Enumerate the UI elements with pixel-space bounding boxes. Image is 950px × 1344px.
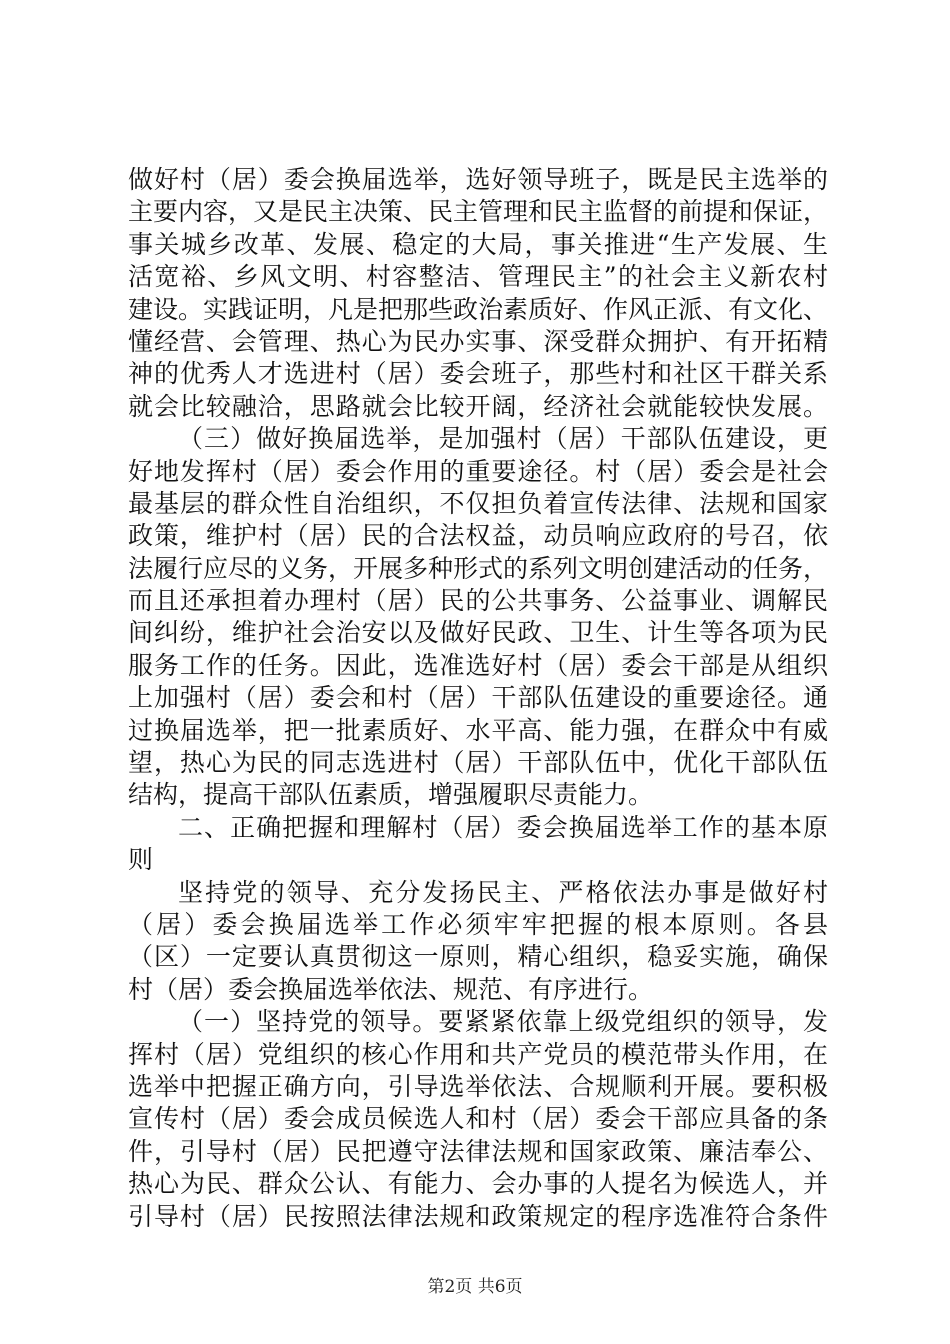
- text-line: 热心为民、群众公认、有能力、会办事的人提名为候选人，并: [128, 1169, 828, 1199]
- text-line: 神的优秀人才选进村（居）委会班子，那些村和社区干群关系: [128, 359, 828, 389]
- page-number-footer: 第2页 共6页: [427, 1277, 523, 1297]
- text-line: 望，热心为民的同志选进村（居）干部队伍中，优化干部队伍: [128, 748, 828, 778]
- text-line: 引导村（居）民按照法律法规和政策规定的程序选准符合条件: [128, 1201, 828, 1231]
- text-line: 选举中把握正确方向，引导选举依法、合规顺利开展。要积极: [128, 1071, 828, 1101]
- section-heading: 二、正确把握和理解村（居）委会换届选举工作的基本原: [178, 812, 828, 842]
- text-line: 懂经营、会管理、热心为民办实事、深受群众拥护、有开拓精: [128, 326, 828, 356]
- text-line: 村（居）委会换届选举依法、规范、有序进行。: [128, 974, 654, 1004]
- text-line: 过换届选举，把一批素质好、水平高、能力强，在群众中有威: [128, 715, 828, 745]
- text-line: （居）委会换届选举工作必须牢牢把握的根本原则。各县: [128, 909, 828, 939]
- text-line: 结构，提高干部队伍素质，增强履职尽责能力。: [128, 780, 654, 810]
- text-line: 而且还承担着办理村（居）民的公共事务、公益事业、调解民: [128, 586, 828, 616]
- text-line: 做好村（居）委会换届选举，选好领导班子，既是民主选举的: [128, 165, 828, 194]
- text-line: 建设。实践证明，凡是把那些政治素质好、作风正派、有文化、: [128, 294, 829, 324]
- text-line: 服务工作的任务。因此，选准选好村（居）委会干部是从组织: [128, 650, 828, 680]
- text-line: （三）做好换届选举，是加强村（居）干部队伍建设，更: [178, 424, 828, 454]
- text-line: 件，引导村（居）民把遵守法律法规和国家政策、廉洁奉公、: [128, 1136, 828, 1166]
- text-line: 法履行应尽的义务，开展多种形式的系列文明创建活动的任务，: [128, 553, 829, 583]
- section-heading-cont: 则: [128, 845, 154, 875]
- text-line: 主要内容，又是民主决策、民主管理和民主监督的前提和保证，: [128, 197, 829, 227]
- text-line: （一）坚持党的领导。要紧紧依靠上级党组织的领导，发: [178, 1007, 828, 1037]
- body-text: [128, 164, 828, 1233]
- text-line: （区）一定要认真贯彻这一原则，精心组织，稳妥实施，确保: [128, 942, 828, 972]
- text-line: 间纠纷，维护社会治安以及做好民政、卫生、计生等各项为民: [128, 618, 828, 648]
- text-line: 政策，维护村（居）民的合法权益，动员响应政府的号召，依: [128, 521, 828, 551]
- text-line: 事关城乡改革、发展、稳定的大局，事关推进“生产发展、生: [128, 229, 828, 259]
- text-line: 上加强村（居）委会和村（居）干部队伍建设的重要途径。通: [128, 683, 828, 713]
- text-line: 宣传村（居）委会成员候选人和村（居）委会干部应具备的条: [128, 1104, 828, 1134]
- text-line: 就会比较融洽，思路就会比较开阔，经济社会就能较快发展。: [128, 391, 828, 421]
- text-line: 最基层的群众性自治组织，不仅担负着宣传法律、法规和国家: [128, 488, 828, 518]
- text-line: 好地发挥村（居）委会作用的重要途径。村（居）委会是社会: [128, 456, 828, 486]
- text-line: 坚持党的领导、充分发扬民主、严格依法办事是做好村: [178, 877, 828, 907]
- text-line: 活宽裕、乡风文明、村容整洁、管理民主”的社会主义新农村: [128, 262, 828, 292]
- text-line: 挥村（居）党组织的核心作用和共产党员的模范带头作用，在: [128, 1039, 828, 1069]
